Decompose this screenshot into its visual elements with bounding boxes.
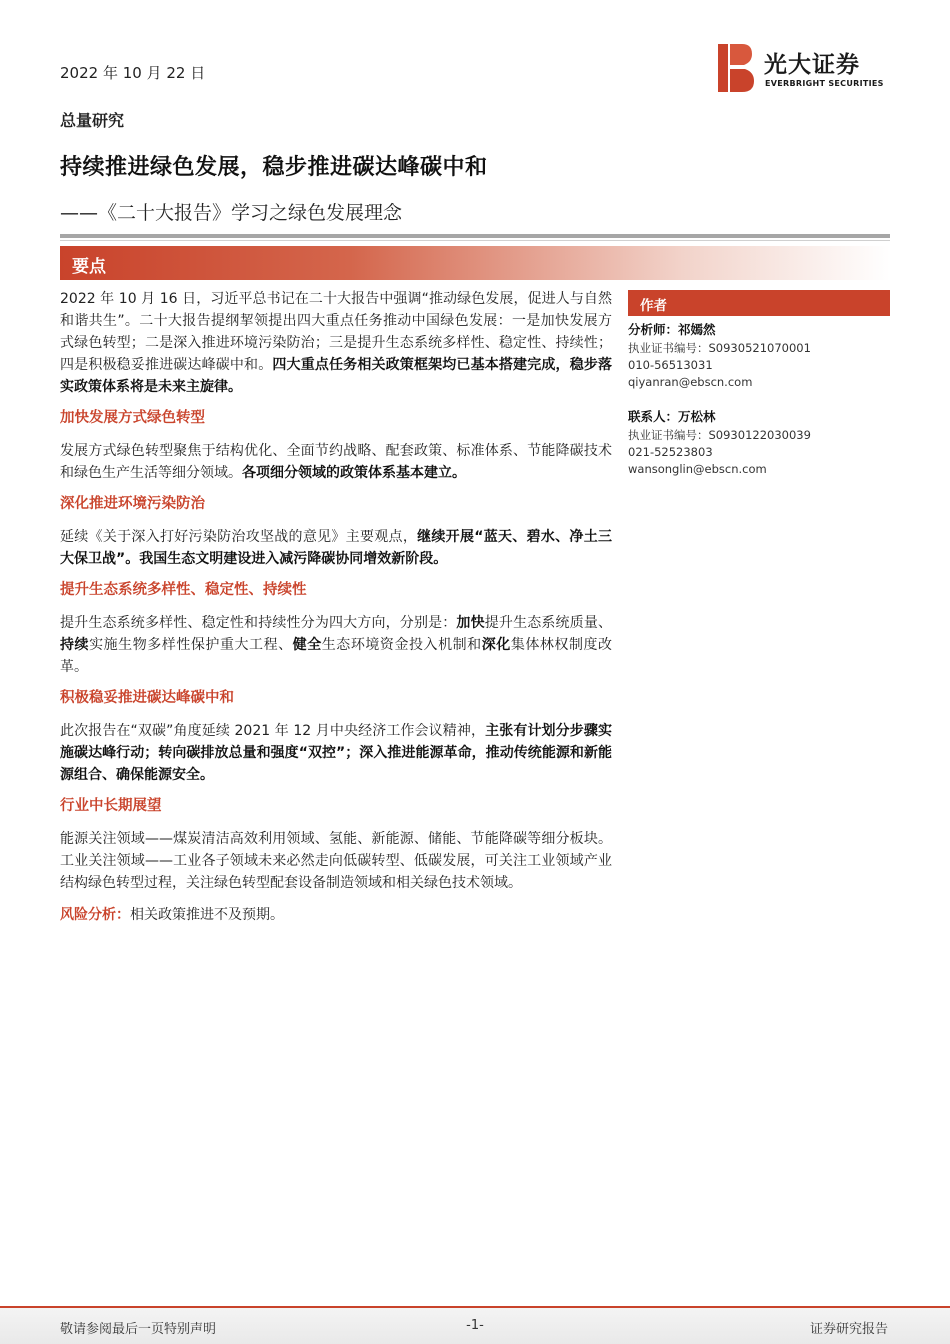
section-heading-ecosystem: 提升生态系统多样性、稳定性、持续性 — [60, 582, 307, 598]
contact-name: 联系人：万松林 — [628, 409, 716, 424]
section-bold: 主张有计划分步骤实施碳达峰行动；转向碳排放总量和强度“双控”；深入推进能源革命，推动传统能源和新能源组合、确保能源安全。 — [60, 723, 613, 783]
section-heading-industry-outlook: 行业中长期展望 — [60, 798, 162, 814]
risk-label: 风险分析： — [60, 907, 130, 923]
section-bold: 持续 — [60, 637, 90, 653]
keypoints-label: 要点 — [72, 257, 106, 277]
author-sidebar — [628, 290, 890, 478]
section-paragraph-green-transition — [60, 440, 612, 484]
analyst-license: 执业证书编号：S0930521070001 — [628, 341, 811, 355]
contact-block — [628, 407, 890, 478]
keypoints-banner — [60, 246, 890, 280]
header-divider — [60, 234, 890, 238]
section-text: 能源关注领域——煤炭清洁高效利用领域、氢能、新能源、储能、节能降碳等细分板块。工业关注领域——工业各子领域未来必然走向低碳转型、低碳发展，可关注工业领域产业结构绿色转型过程，关注绿色转型配套设备制造领域和相关绿色技术领域。 — [60, 831, 612, 891]
section-bold: 健全 — [292, 637, 322, 653]
contact-email[interactable]: wansonglin@ebscn.com — [628, 462, 767, 476]
section-text: 提升生态系统质量、 — [484, 615, 613, 631]
section-paragraph-pollution-control — [60, 526, 612, 570]
analyst-block — [628, 320, 890, 391]
report-category: 总量研究 — [60, 111, 125, 130]
footer-disclaimer: 敬请参阅最后一页特别声明 — [60, 1322, 217, 1337]
risk-analysis — [60, 904, 612, 926]
report-date: 2022 年 10 月 22 日 — [60, 64, 206, 82]
section-paragraph-carbon-neutrality — [60, 720, 612, 786]
section-text: 集体林权制度改革。 — [60, 637, 613, 675]
section-paragraph-industry-outlook — [60, 828, 612, 894]
analyst-email[interactable]: qiyanran@ebscn.com — [628, 375, 753, 389]
section-bold: 各项细分领域的政策体系基本建立。 — [242, 465, 466, 481]
section-heading-green-transition: 加快发展方式绿色转型 — [60, 410, 205, 426]
author-label: 作者 — [640, 298, 667, 314]
section-text: 提升生态系统多样性、稳定性和持续性分为四大方向，分别是： — [60, 615, 457, 631]
section-heading-carbon-neutrality: 积极稳妥推进碳达峰碳中和 — [60, 690, 234, 706]
intro-text: 2022 年 10 月 16 日，习近平总书记在二十大报告中强调“推动绿色发展，促进人与自然和谐共生”。二十大报告提纲挈领提出四大重点任务推动中国绿色发展：一是加快发展方式绿色转型；二是深入推进环境污染防治；三是提升生态系统多样性、稳定性、持续性；四是积极稳妥推进碳达峰碳中和。 — [60, 291, 612, 373]
section-bold: 深化 — [481, 637, 511, 653]
report-subtitle: ——《二十大报告》学习之绿色发展理念 — [60, 202, 403, 224]
footer-report-type: 证券研究报告 — [809, 1322, 888, 1337]
section-text: 实施生物多样性保护重大工程、 — [89, 637, 293, 653]
intro-paragraph — [60, 288, 612, 398]
header-divider-thin — [60, 240, 890, 241]
report-title: 持续推进绿色发展，稳步推进碳达峰碳中和 — [60, 155, 488, 180]
section-bold: 继续开展“蓝天、碧水、净土三大保卫战”。我国生态文明建设进入减污降碳协同增效新阶段。 — [60, 529, 613, 567]
section-text: 延续《关于深入打好污染防治攻坚战的意见》主要观点， — [60, 529, 418, 545]
section-bold: 加快 — [456, 615, 485, 631]
section-text: 此次报告在“双碳”角度延续 2021 年 12 月中央经济工作会议精神， — [60, 723, 486, 739]
analyst-name: 分析师：祁嫣然 — [628, 322, 716, 337]
main-content — [60, 288, 612, 926]
risk-text: 相关政策推进不及预期。 — [130, 907, 284, 923]
contact-license: 执业证书编号：S0930122030039 — [628, 428, 811, 442]
logo-english-name: EVERBRIGHT SECURITIES — [765, 79, 884, 88]
author-banner — [628, 290, 890, 316]
analyst-phone: 010-56513031 — [628, 358, 713, 372]
intro-bold: 四大重点任务相关政策框架均已基本搭建完成，稳步落实政策体系将是未来主旋律。 — [60, 357, 613, 395]
contact-phone: 021-52523803 — [628, 445, 713, 459]
logo-chinese-name: 光大证券 — [764, 52, 860, 78]
section-heading-pollution-control: 深化推进环境污染防治 — [60, 496, 205, 512]
section-paragraph-ecosystem — [60, 612, 612, 678]
everbright-logo — [716, 42, 896, 94]
everbright-logo-mark-icon — [716, 42, 756, 94]
section-text: 生态环境资金投入机制和 — [321, 637, 482, 653]
section-text: 发展方式绿色转型聚焦于结构优化、全面节约战略、配套政策、标准体系、节能降碳技术和绿色生产生活等细分领域。 — [60, 443, 612, 481]
footer-accent-line — [0, 1306, 950, 1308]
footer-page-number: -1- — [466, 1318, 484, 1333]
